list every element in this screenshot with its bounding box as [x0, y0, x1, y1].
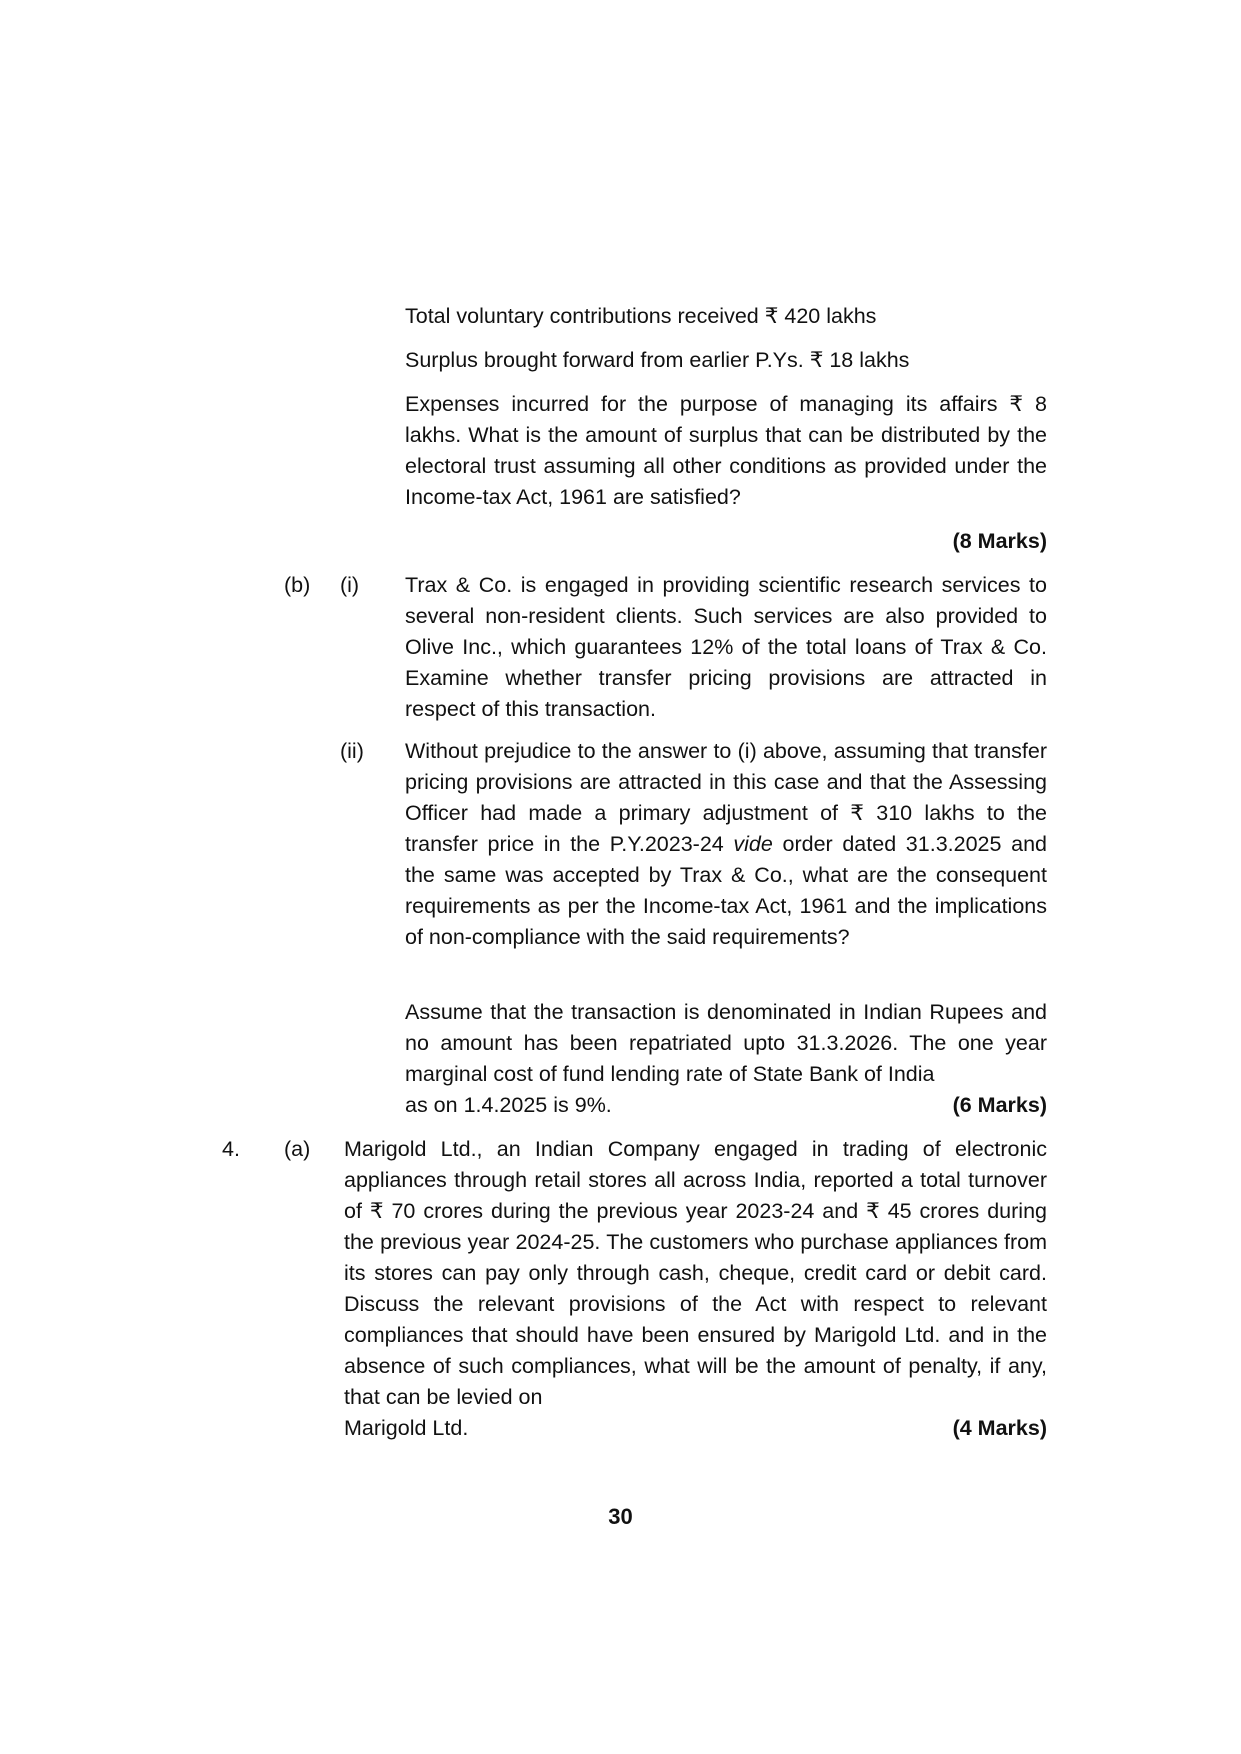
page-number: 30	[608, 1504, 633, 1529]
q3b-i-label: (i)	[340, 573, 360, 597]
q3b-i-text: Trax & Co. is engaged in providing scientific research services to several non-resident clients. Such services are also provided to Olive Inc., which guarantees 12% of the total loans of Trax & Co. Examine whether transfer pricing provisions are attracted in respect of this transaction.	[405, 573, 1047, 721]
contributions-line: Total voluntary contributions received ₹ 420 lakhs	[405, 304, 877, 328]
surplus-line: Surplus brought forward from earlier P.Ys. ₹ 18 lakhs	[405, 348, 910, 372]
q3b-ii-assume: Assume that the transaction is denominated in Indian Rupees and no amount has been repatriated upto 31.3.2026. The one year marginal cost of fund lending rate of State Bank of India	[405, 1000, 1047, 1086]
q3b-ii-text-before: Without prejudice to the answer to (i) above, assuming that transfer pricing provisions are attracted in this case and that the Assessing Officer had made a primary adjustment of ₹ 310 lakhs to the transfer price in the P.Y.2023-24	[405, 739, 1047, 856]
q3b-ii-label: (ii)	[340, 739, 364, 763]
q3b-ii-assume-last	[405, 1090, 1047, 1121]
marks-q3b: (6 Marks)	[952, 1093, 1047, 1117]
q3b-ii-text-italic: vide	[733, 832, 773, 856]
q3b-ii-text-after: order dated 31.3.2025 and the same was accepted by Trax & Co., what are the consequent requirements as per the Income-tax Act, 1961 and the implications of non-compliance with the said requirements?	[405, 832, 1047, 949]
q4-number: 4.	[222, 1137, 240, 1161]
q4a-label: (a)	[284, 1137, 311, 1161]
q4a-last	[344, 1413, 1047, 1444]
marks-q3a: (8 Marks)	[952, 529, 1047, 553]
q3b-ii-assume-last-text: as on 1.4.2025 is 9%.	[405, 1093, 612, 1117]
q3b-label: (b)	[284, 573, 311, 597]
q3b-ii-text	[405, 736, 1047, 953]
expenses-paragraph: Expenses incurred for the purpose of managing its affairs ₹ 8 lakhs. What is the amount of surplus that can be distributed by the electoral trust assuming all other conditions as provided under the Income-tax Act, 1961 are satisfied?	[405, 392, 1047, 509]
q4a-last-text: Marigold Ltd.	[344, 1416, 469, 1440]
q4a-text: Marigold Ltd., an Indian Company engaged in trading of electronic appliances through retail stores all across India, reported a total turnover of ₹ 70 crores during the previous year 2023-24 and ₹ 45 crores during the previous year 2024-25. The customers who purchase appliances from its stores can pay only through cash, cheque, credit card or debit card. Discuss the relevant provisions of the Act with respect to relevant compliances that should have been ensured by Marigold Ltd. and in the absence of such compliances, what will be the amount of penalty, if any, that can be levied on	[344, 1137, 1047, 1409]
marks-q4a: (4 Marks)	[952, 1416, 1047, 1440]
